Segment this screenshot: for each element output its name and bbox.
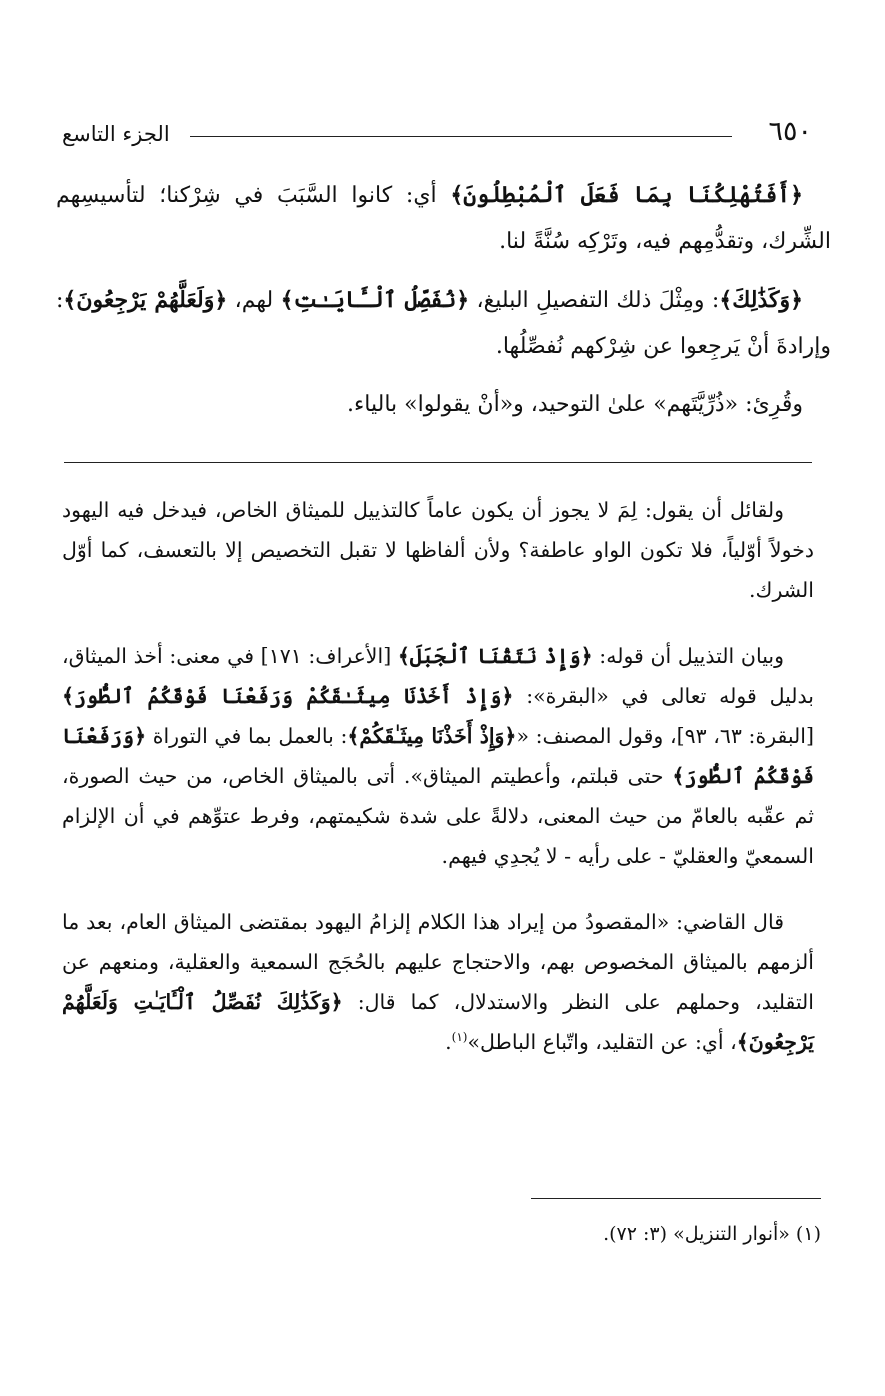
gloss-block bbox=[62, 490, 814, 1088]
header-rule bbox=[190, 136, 732, 137]
quran-quote: ﴿وَإِذْ نَتَقْنَا ٱلْجَبَلَ﴾ bbox=[397, 644, 593, 668]
quran-quote: ﴿أَفَتُهْلِكُنَا بِمَا فَعَلَ ٱلْمُبْطِلُونَ﴾ bbox=[450, 182, 803, 208]
gloss-text: قال القاضي: «المقصودُ من إيراد هذا الكلام إلزامُ اليهود بمقتضى الميثاق العام، بعد ما ألزمهم بالميثاق المخصوص بهم، والاحتجاج عليهم بالحُجَج السمعية والعقلية، ومنعهم عن التقليد، وحملهم على النظر والاستدلال، كما قال: bbox=[62, 910, 814, 1014]
quran-quote: ﴿وَكَذَٰلِكَ نُفَصِّلُ ٱلْـَٔايَـٰتِ وَلَعَلَّهُمْ يَرْجِعُونَ﴾ bbox=[62, 990, 814, 1054]
section-divider bbox=[64, 462, 812, 463]
gloss-text: . bbox=[445, 1030, 452, 1054]
gloss-text: وبيان التذييل أن قوله: bbox=[592, 644, 784, 668]
footnote-reference[interactable]: (١) bbox=[451, 1030, 468, 1045]
page-header bbox=[62, 112, 820, 160]
gloss-text: ولقائل أن يقول: لِمَ لا يجوز أن يكون عاماً كالتذييل للميثاق الخاص، فيدخل فيه اليهود دخولاً أوّلياً، فلا تكون الواو عاطفة؟ ولأن ألفاظها لا تقبل التخصيص إلا بالتعسف، كما أوّل الشرك. bbox=[62, 498, 814, 602]
page-number: ٦٥٠ bbox=[768, 116, 812, 147]
gloss-text: ، أي: عن التقليد، واتّباع الباطل» bbox=[467, 1030, 737, 1054]
gloss-paragraph bbox=[62, 902, 814, 1062]
commentary-paragraph bbox=[56, 277, 831, 370]
gloss-text: [البقرة: ٦٣، ٩٣]، وقول المصنف: « bbox=[516, 724, 814, 748]
commentary-text: وقُرِئ: «ذُرِّيَّتَهم» علىٰ التوحيد، و«أنْ يقولوا» بالياء. bbox=[346, 392, 803, 417]
quran-quote: ﴿وَإِذْ أَخَذْنَا مِيثَـٰقَكُمْ﴾ bbox=[347, 724, 517, 748]
quran-quote: ﴿وَرَفَعْنَا فَوْقَكُمُ ٱلطُّورَ﴾ bbox=[62, 724, 814, 788]
gloss-text: : بالعمل بما في التوراة bbox=[146, 724, 348, 748]
quran-quote: ﴿وَكَذَٰلِكَ﴾ bbox=[719, 287, 803, 313]
quran-quote: ﴿وَلَعَلَّهُمْ يَرْجِعُونَ﴾ bbox=[63, 287, 228, 313]
gloss-paragraph bbox=[62, 636, 814, 876]
commentary-text: لهم، bbox=[227, 288, 281, 313]
footnote-rule bbox=[531, 1198, 821, 1199]
commentary-paragraph bbox=[56, 172, 831, 265]
gloss-text: [الأعراف: ١٧١] في معنى: أخذ الميثاق، بدليل قوله تعالى في «البقرة»: bbox=[62, 644, 815, 708]
running-title: الجزء التاسع bbox=[62, 122, 170, 146]
commentary-block bbox=[56, 172, 831, 428]
commentary-text: : ومِثْلَ ذلك التفصيلِ البليغ، bbox=[469, 288, 720, 313]
commentary-text: : وإرادةَ أنْ يَرجِعوا عن شِرْكهم نُفصِّلُها. bbox=[56, 288, 831, 359]
gloss-paragraph bbox=[62, 490, 814, 610]
footnote: (١) «أنوار التنزيل» (٣: ٧٢). bbox=[603, 1223, 821, 1245]
commentary-text: أي: كانوا السَّبَبَ في شِرْكنا؛ لتأسيسِهم الشِّرك، وتقدُّمِهم فيه، وتَرْكِه سُنَّةً لنا. bbox=[56, 183, 831, 254]
quran-quote: ﴿وَإِذْ أَخَذْنَا مِيثَـٰقَكُمْ وَرَفَعْنَا فَوْقَكُمُ ٱلطُّورَ﴾ bbox=[62, 684, 514, 708]
commentary-paragraph bbox=[56, 382, 831, 428]
quran-quote: ﴿نُفَصِّلُ ٱلْـَٔايَـٰتِ﴾ bbox=[280, 287, 470, 313]
gloss-text: حتى قبلتم، وأعطيتم الميثاق». أتى بالميثاق الخاص، من حيث الصورة، ثم عقّبه بالعامّ من حيث المعنى، دلالةً على شدة شكيمتهم، وفرط عتوِّهم في أن الإلزام السمعيّ والعقليّ - على رأيه - لا يُجدِي فيهم. bbox=[62, 764, 814, 868]
